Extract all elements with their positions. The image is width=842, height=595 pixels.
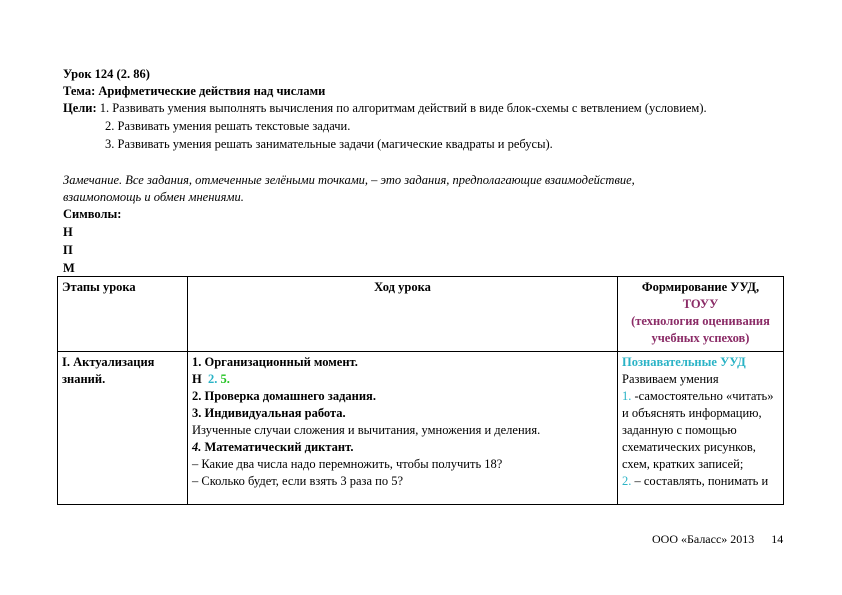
item4-text: Математический диктант. xyxy=(204,440,354,454)
touu-label: ТОУУ xyxy=(682,297,719,311)
touu-note: (технология оценивания учебных успехов) xyxy=(631,314,770,345)
course-cell xyxy=(188,352,618,505)
publisher: ООО «Баласс» 2013 xyxy=(652,532,755,546)
goal-text: 1. Развивать умения выполнять вычисления по алгоритмам действий в виде блок-схемы с ветвлением (условием). xyxy=(99,101,707,115)
uud-item-text: – составлять, понимать и xyxy=(634,474,769,488)
page-footer xyxy=(652,531,783,548)
lesson-table xyxy=(57,276,784,505)
uud-item-number: 1. xyxy=(622,389,632,403)
lesson-goal-1 xyxy=(63,100,707,117)
question-2: – Сколько будет, если взять 3 раза по 5? xyxy=(192,474,403,488)
task-number: 2. xyxy=(207,372,218,386)
uud-develop: Развиваем умения xyxy=(622,372,719,386)
table-row xyxy=(58,352,784,505)
lesson-goal-2: 2. Развивать умения решать текстовые задачи. xyxy=(105,119,351,133)
uud-item-1 xyxy=(622,388,779,473)
uud-item-number: 2. xyxy=(622,474,632,488)
topic-label: Тема: xyxy=(63,84,96,98)
uud-title: Формирование УУД, xyxy=(641,280,760,294)
header-uud xyxy=(618,277,784,352)
course-symbols xyxy=(192,371,613,388)
lesson-topic xyxy=(63,83,325,100)
goals-label: Цели: xyxy=(63,101,97,115)
course-item-1: 1. Организационный момент. xyxy=(192,355,358,369)
page-number: 14 xyxy=(771,532,784,546)
lesson-number: Урок 124 (2. 86) xyxy=(63,67,150,81)
question-1: – Какие два числа надо перемножить, чтобы получить 18? xyxy=(192,457,503,471)
symbols-label: Символы: xyxy=(63,207,122,221)
course-item-4 xyxy=(192,439,613,456)
course-item-2: 2. Проверка домашнего задания. xyxy=(192,389,376,403)
lesson-goal-3: 3. Развивать умения решать занимательные задачи (магические квадраты и ребусы). xyxy=(105,137,553,151)
note-line-1: Замечание. Все задания, отмеченные зелёными точками, – это задания, предполагающие взаимодействие, xyxy=(63,173,635,187)
topic-text: Арифметические действия над числами xyxy=(98,84,326,98)
item4-number: 4. xyxy=(192,440,202,454)
header-stages: Этапы урока xyxy=(58,277,188,352)
uud-cell xyxy=(618,352,784,505)
note-line-2: взаимопомощь и обмен мнениями. xyxy=(63,190,244,204)
uud-item-2 xyxy=(622,473,779,490)
symbol-item: П xyxy=(63,243,73,257)
uud-category: Познавательные УУД xyxy=(622,355,746,369)
table-header-row xyxy=(58,277,784,352)
stage-cell: I. Актуализация знаний. xyxy=(58,352,188,505)
symbol-item: Н xyxy=(63,225,73,239)
uud-item-text: -самостоятельно «читать» и объяснять информацию, заданную с помощью схематических рисунков, схем, кратких записей; xyxy=(622,389,774,471)
course-text: Изученные случаи сложения и вычитания, умножения и деления. xyxy=(192,423,541,437)
task-number-green: 5. xyxy=(220,372,230,386)
header-course: Ход урока xyxy=(188,277,618,352)
h-label: Н xyxy=(192,372,202,386)
course-item-3: 3. Индивидуальная работа. xyxy=(192,406,346,420)
symbol-item: М xyxy=(63,261,75,275)
